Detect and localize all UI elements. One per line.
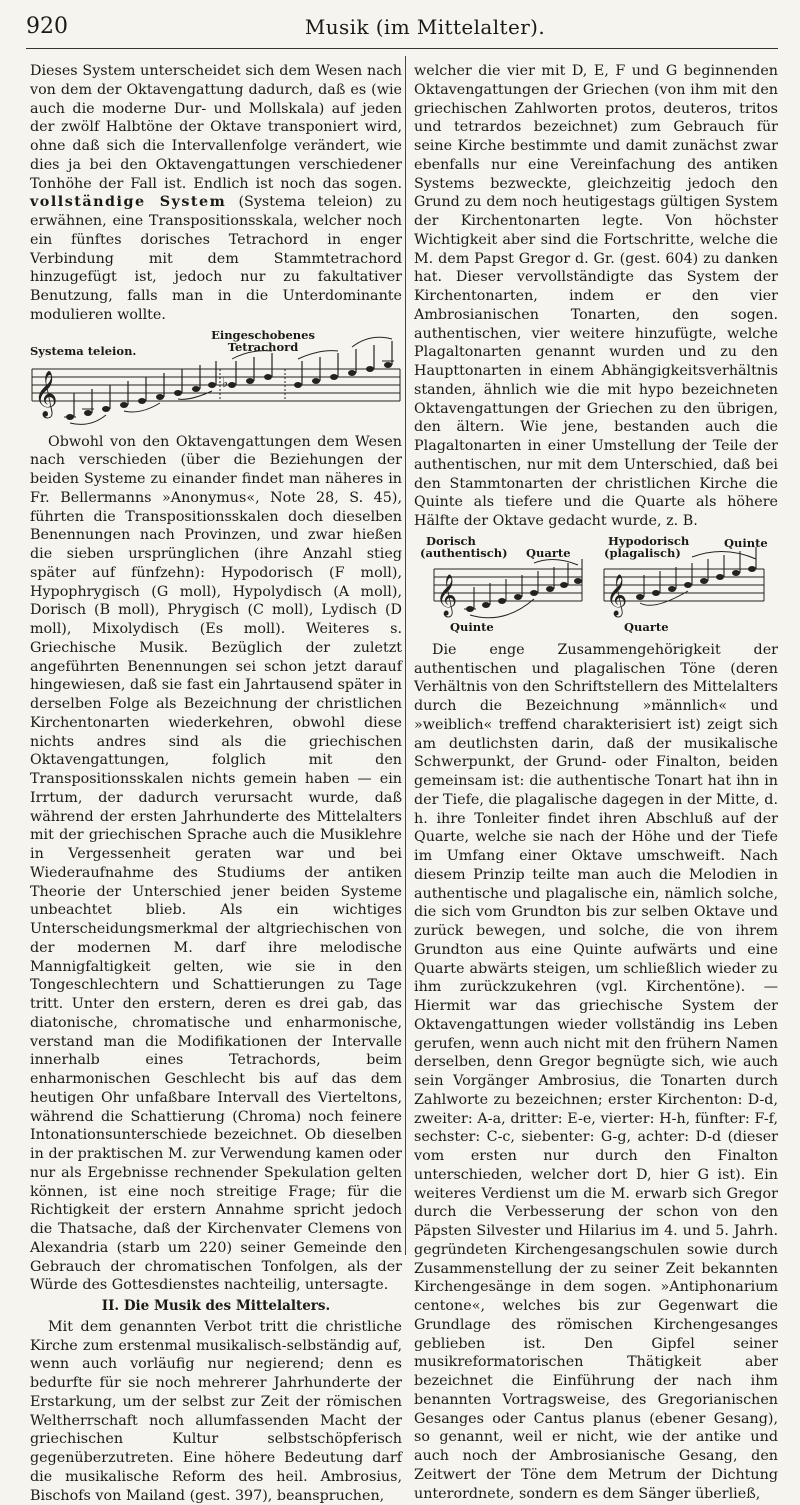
running-title: Musik (im Mittelalter). [304,15,546,39]
left-paragraph-1 [30,62,402,325]
label-quinte-lower: Quinte [450,619,494,634]
figure-title-hypodorisch: Hypodorisch [608,533,690,548]
svg-text:𝄞: 𝄞 [34,370,58,417]
figure-annotation: Eingeschobenes Tetrachord [211,327,315,354]
label-quinte-upper: Quinte [724,535,768,550]
paragraph-text: (Systema teleion) zu erwähnen, eine Transpositionsskala, welcher noch ein fünftes dorisches Tetrachord in enger Verbindung mit dem Stammtetrachord hinzugefügt ist, jedoch nur zu fakultativer Benutzung, falls man in die Unterdominante modulieren wollte. [30,194,402,323]
right-paragraph-2: Die enge Zusammengehörigkeit der authentischen und plagalischen Töne (deren Verhältnis von den Schriftstellern des Mittelalters durch die Bezeichnung »männlich« und »weiblich« treffend charakterisiert ist) zeigt sich am deutlichsten darin, daß der musikalische Schwerpunkt, der Grund- oder Finalton, beiden gemeinsam ist: die authentische Tonart hat ihn in der Tiefe, die plagalische dagegen in der Mitte, d. h. ihre Tonleiter findet ihren Abschluß auf der Quarte, welche sie nach der Höhe und der Tiefe im Umfang einer Oktave umschweift. Nach diesem Prinzip teilte man auch die Melodien in authentische und plagalische ein, nämlich solche, die sich vom Grundton bis zur selben Oktave und zurück bewegen, und solche, die von ihrem Grundton aus eine Quinte aufwärts und eine Quarte abwärts steigen, um schließlich wieder zu ihm zurückzukehren (vgl. Kirchentöne). — Hiermit war das griechische System der Oktavengattungen wieder vollständig ins Leben gerufen, wenn auch nicht mit den frühern Namen derselben, denn Gregor begnügte sich, wie auch sein Vorgänger Ambrosius, die Tonarten durch Zahlworte zu bezeichnen; erster Kirchenton: D-d, zweiter: A-a, dritter: E-e, vierter: H-h, fünfter: F-f, sechster: C-c, siebenter: G-g, achter: D-d (dieser vom ersten nur durch den Finalton unterschieden, welcher dort D, hier G ist). Ein weiteres Verdienst um die M. erwarb sich Gregor durch die Verbesserung der schon von den Päpsten Silvester und Hilarius im 4. und 5. Jahrh. gegründeten Kirchengesangschulen sowie durch Zusammenstellung der zu seiner Zeit bekannten Kirchengesänge in dem sogen. »Antiphonarium centone«, welches bis zur Gegenwart die Grundlage des römischen Kirchengesanges geblieben ist. Den Gipfel seiner musikreformatorischen Thätigkeit aber bezeichnet die Einführung der nach ihm benannten Vortragsweise, des Gregorianischen Gesanges oder Cantus planus (ebener Gesang), so genannt, weil er nicht, wie der antike und auch noch der Ambrosianische Gesang, den Zeitwert der Töne dem Metrum der Dichtung unterordnete, sondern es dem Sänger überließ, [414,641,778,1502]
label-quarte-upper: Quarte [526,545,571,560]
spaced-term: vollständige System [30,194,227,211]
header-rule [26,48,778,49]
left-column [30,62,402,1505]
svg-text:𝄞: 𝄞 [606,574,628,616]
music-example-dorisch-hypodorisch [414,535,778,635]
svg-text:𝄞: 𝄞 [436,574,458,616]
figure-title-dorisch: Dorisch [426,533,476,548]
label-quarte-lower: Quarte [624,619,669,634]
figure-label: Systema teleion. [30,343,137,358]
staff-notation-1 [30,329,402,427]
figure-subtitle-plagalisch: (plagalisch) [604,545,681,560]
staff-notation-2 [414,535,778,635]
page-number: 920 [26,14,68,39]
left-paragraph-2: Obwohl von den Oktavengattungen dem Wesen nach verschieden (über die Beziehungen der beiden Systeme zu einander findet man näheres in Fr. Bellermanns »Anonymus«, Note 28, S. 45), führten die Transpositionsskalen doch dieselben Benennungen nach Provinzen, und zwar hießen die sieben ursprünglichen (ihre Anzahl stieg später auf fünfzehn): Hypodorisch (F moll), Hypophrygisch (G moll), Hypolydisch (A moll), Dorisch (B moll), Phrygisch (C moll), Lydisch (D moll), Mixolydisch (Es moll). Weiteres s. Griechische Musik. Bezüglich der zuletzt angeführten Benennungen sei schon jetzt darauf hingewiesen, daß sie fast ein Jahrtausend später in derselben Folge als Bezeichnung der christlichen Kirchentonarten wiederkehren, obwohl diese nichts andres sind als die griechischen Oktavengattungen, folglich mit den Transpositionsskalen nichts gemein haben — ein Irrtum, der dadurch verursacht wurde, daß während der ersten Jahrhunderte des Mittelalters mit der griechischen Sprache auch die Musiklehre in Vergessenheit geraten war und bei Wiederaufnahme des Studiums der antiken Theorie der Unterschied jener beiden Systeme unbeachtet blieb. Als ein wichtiges Unterscheidungsmerkmal der altgriechischen von der modernen M. darf ihre melodische Mannigfaltigkeit gelten, wie sie in den Tongeschlechtern und Schattierungen zu Tage tritt. Unter den erstern, deren es drei gab, das diatonische, chromatische und enharmonische, verstand man die Modifikationen der Intervalle innerhalb eines Tetrachords, beim enharmonischen Geschlecht bis auf das dem heutigen Ohr unfaßbare Intervall des Vierteltons, während die Schattierung (Chroma) noch feinere Intonationsunterschiede bezeichnet. Ob dieselben in der praktischen M. zur Verwendung kamen oder nur als Ergebnisse rechnender Spekulation gelten können, ist eine noch streitige Frage; für die Richtigkeit der erstern Annahme spricht jedoch die Thatsache, daß der Kirchenvater Clemens von Alexandria (starb um 220) seiner Gemeinde den Gebrauch der chromatischen Tonfolgen, als der Würde des Gottesdienstes nachteilig, untersagte. [30,433,402,1294]
svg-text:♭: ♭ [222,375,229,391]
right-paragraph-1: welcher die vier mit D, E, F und G beginnenden Oktavengattungen der Griechen (von ihm mit den griechischen Zahlworten protos, deuteros, tritos und tetrardos bezeichnet) zum Gebrauch für seine Kirche bestimmte und damit zunächst zwar ebenfalls nur eine Vereinfachung des antiken Systems bezweckte, gleichzeitig jedoch den Grund zu dem noch heutigestags gültigen System der Kirchentonarten legte. Von höchster Wichtigkeit aber sind die Fortschritte, welche die M. dem Papst Gregor d. Gr. (gest. 604) zu danken hat. Dieser vervollständigte das System der Kirchentonarten, indem er den vier Ambrosianischen Tonarten, den sogen. authentischen, vier weitere hinzufügte, welche Plagaltonarten genannt wurden und zu den Haupttonarten in einem Abhängigkeitsverhältnis standen, ähnlich wie die mit hypo bezeichneten Oktavengattungen der Griechen zu den übrigen, den ältern. Wie jene, bestanden auch die Plagaltonarten in einer Umstellung der Teile der authentischen, nur mit dem Unterschied, daß bei den Stammtonarten der christlichen Kirche die Quinte als tiefere und die Quarte als höhere Hälfte der Oktave gedacht wurde, z. B. [414,63,778,529]
column-divider [405,56,406,1255]
right-column [414,62,778,1503]
music-example-systema-teleion [30,329,402,427]
left-paragraph-3: Mit dem genannten Verbot tritt die christliche Kirche zum erstenmal musikalisch-selbständig auf, wenn auch vorläufig nur negierend; denn es bedurfte für sie noch mehrerer Jahrhunderte der Erstarkung, um der selbst zur Zeit der römischen Weltherrschaft noch allumfassenden Macht der griechischen Kultur selbstschöpferisch gegenüberzutreten. Eine höhere Bedeutung darf die musikalische Reform des heil. Ambrosius, Bischofs von Mailand (gest. 397), beanspruchen, [30,1318,402,1504]
paragraph-text: Dieses System unterscheidet sich dem Wesen nach von dem der Oktavengattung dadurch, daß es (wie auch die moderne Dur- und Mollskala) auf jeden der zwölf Halbtöne der Oktave transponiert wird, ohne daß sich die Intervallenfolge verändert, wie dies ja bei den Oktavengattungen verschiedener Tonhöhe der Fall ist. Endlich ist noch das sogen. [30,63,402,192]
figure-subtitle-authentisch: (authentisch) [420,545,508,560]
section-heading: II. Die Musik des Mittelalters. [101,1298,331,1314]
